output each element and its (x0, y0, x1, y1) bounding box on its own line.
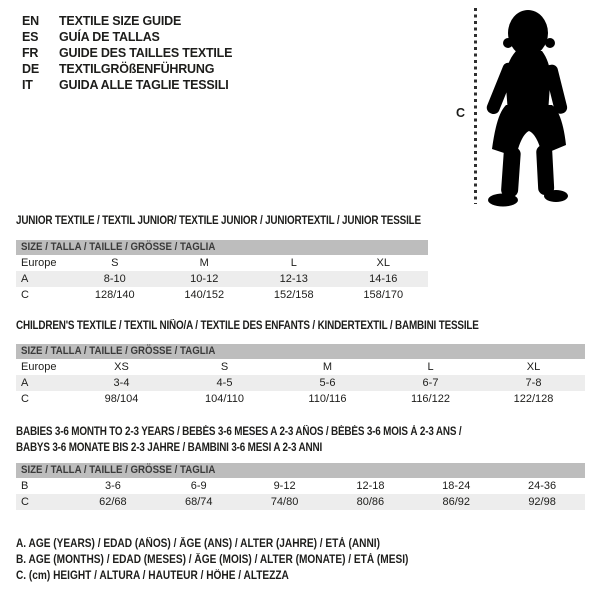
height-cell: 116/122 (411, 393, 450, 405)
row-label: Europe (21, 257, 57, 269)
age-cell: 3-4 (113, 377, 130, 389)
height-cell: 140/152 (184, 289, 225, 301)
table-row-age (16, 271, 428, 287)
language-title-block (22, 13, 232, 93)
footnote-a: A. AGE (YEARS) / EDAD (AÑOS) / ÂGE (ANS) / ALTER (JAHRE) / ETÀ (ANNI) (16, 538, 380, 550)
table-row-age (16, 375, 585, 391)
age-cell: 4-5 (216, 377, 233, 389)
footnote-c: C. (cm) HEIGHT / ALTURA / HAUTEUR / HÖHE / ALTEZZA (16, 570, 289, 582)
footnotes-block (16, 536, 462, 584)
size-cell: L (427, 361, 434, 373)
table-title-line2: BABYS 3-6 MONATE BIS 2-3 JAHRE / BAMBINI 3-6 MESI A 2-3 ANNI (16, 442, 323, 454)
height-cell: 128/140 (94, 289, 135, 301)
age-cell: 7-8 (525, 377, 542, 389)
baby-silhouette-icon (486, 9, 572, 207)
age-cell: 6-7 (422, 377, 439, 389)
age-cell: 8-10 (103, 273, 126, 285)
language-row-en (22, 13, 232, 29)
height-cell: 122/128 (513, 393, 554, 405)
table-row-height (16, 287, 428, 303)
height-cell: 92/98 (528, 496, 556, 508)
size-table-babies (16, 424, 585, 510)
row-label: A (21, 377, 29, 389)
age-cell: 6-9 (190, 480, 207, 492)
height-measure-label: C (456, 106, 466, 120)
language-row-es (22, 29, 232, 45)
row-label: C (21, 289, 29, 301)
age-cell: 12-18 (356, 480, 385, 492)
height-cell: 74/80 (270, 496, 299, 508)
language-label: GUIDA ALLE TAGLIE TESSILI (59, 78, 229, 92)
language-label: GUIDE DES TAILLES TEXTILE (59, 46, 233, 60)
height-cell: 80/86 (356, 496, 385, 508)
table-title: CHILDREN'S TEXTILE / TEXTIL NIÑO/A / TEXTILE DES ENFANTS / KINDERTEXTIL / BAMBINI TESSILE (16, 320, 479, 332)
height-cell: 86/92 (442, 496, 470, 508)
height-cell: 62/68 (99, 496, 127, 508)
table-row-europe (16, 359, 585, 375)
language-label: TEXTILE SIZE GUIDE (59, 14, 182, 28)
size-header-bar: SIZE / TALLA / TAILLE / GRÖSSE / TAGLIA (16, 344, 585, 359)
language-label: TEXTILGRÖßENFÜHRUNG (59, 62, 215, 76)
height-cell: 68/74 (184, 496, 213, 508)
table-title: BABIES 3-6 MONTH TO 2-3 YEARS / BEBÉS 3-6 MESES A 2-3 AÑOS / BÉBÉS 3-6 MOIS À 2-3 ANS / (16, 426, 462, 438)
height-cell: 152/158 (273, 289, 314, 301)
row-label: Europe (21, 361, 57, 373)
language-label: GUÍA DE TALLAS (59, 30, 160, 44)
baby-figure-area (440, 0, 600, 215)
size-table-children (16, 320, 585, 407)
language-code: IT (22, 78, 33, 92)
age-cell: 14-16 (369, 273, 398, 285)
language-code: EN (22, 14, 39, 28)
size-header-bar: SIZE / TALLA / TAILLE / GRÖSSE / TAGLIA (16, 463, 585, 478)
height-dotted-line (474, 8, 477, 204)
age-cell: 18-24 (442, 480, 471, 492)
height-cell: 98/104 (104, 393, 139, 405)
size-cell: M (322, 361, 333, 373)
size-cell: S (111, 257, 119, 269)
size-cell: M (199, 257, 209, 269)
row-label: C (21, 393, 29, 405)
language-code: DE (22, 62, 39, 76)
table-row-age-months (16, 478, 585, 494)
age-cell: 10-12 (190, 273, 219, 285)
age-cell: 3-6 (104, 480, 121, 492)
language-code: FR (22, 46, 39, 60)
size-cell: XS (114, 361, 129, 373)
size-cell: L (290, 257, 297, 269)
age-cell: 24-36 (528, 480, 557, 492)
size-cell: S (220, 361, 229, 373)
height-cell: 158/170 (363, 289, 404, 301)
size-cell: XL (526, 361, 541, 373)
age-cell: 9-12 (273, 480, 296, 492)
language-code: ES (22, 30, 39, 44)
size-table-junior (16, 215, 428, 303)
language-row-de (22, 61, 232, 77)
table-row-height (16, 391, 585, 407)
language-row-it (22, 77, 232, 93)
height-cell: 110/116 (308, 393, 347, 405)
row-label: A (21, 273, 29, 285)
size-header-bar: SIZE / TALLA / TAILLE / GRÖSSE / TAGLIA (16, 240, 428, 255)
footnote-b: B. AGE (MONTHS) / EDAD (MESES) / ÂGE (MOIS) / ALTER (MONATE) / ETÀ (MESI) (16, 554, 409, 566)
table-row-height (16, 494, 585, 510)
table-row-europe (16, 255, 428, 271)
table-title: JUNIOR TEXTILE / TEXTIL JUNIOR/ TEXTILE JUNIOR / JUNIORTEXTIL / JUNIOR TESSILE (16, 215, 421, 227)
row-label: B (21, 480, 29, 492)
height-cell: 104/110 (205, 393, 244, 405)
age-cell: 5-6 (319, 377, 336, 389)
size-cell: XL (376, 257, 390, 269)
age-cell: 12-13 (279, 273, 308, 285)
row-label: C (21, 496, 29, 508)
language-row-fr (22, 45, 232, 61)
